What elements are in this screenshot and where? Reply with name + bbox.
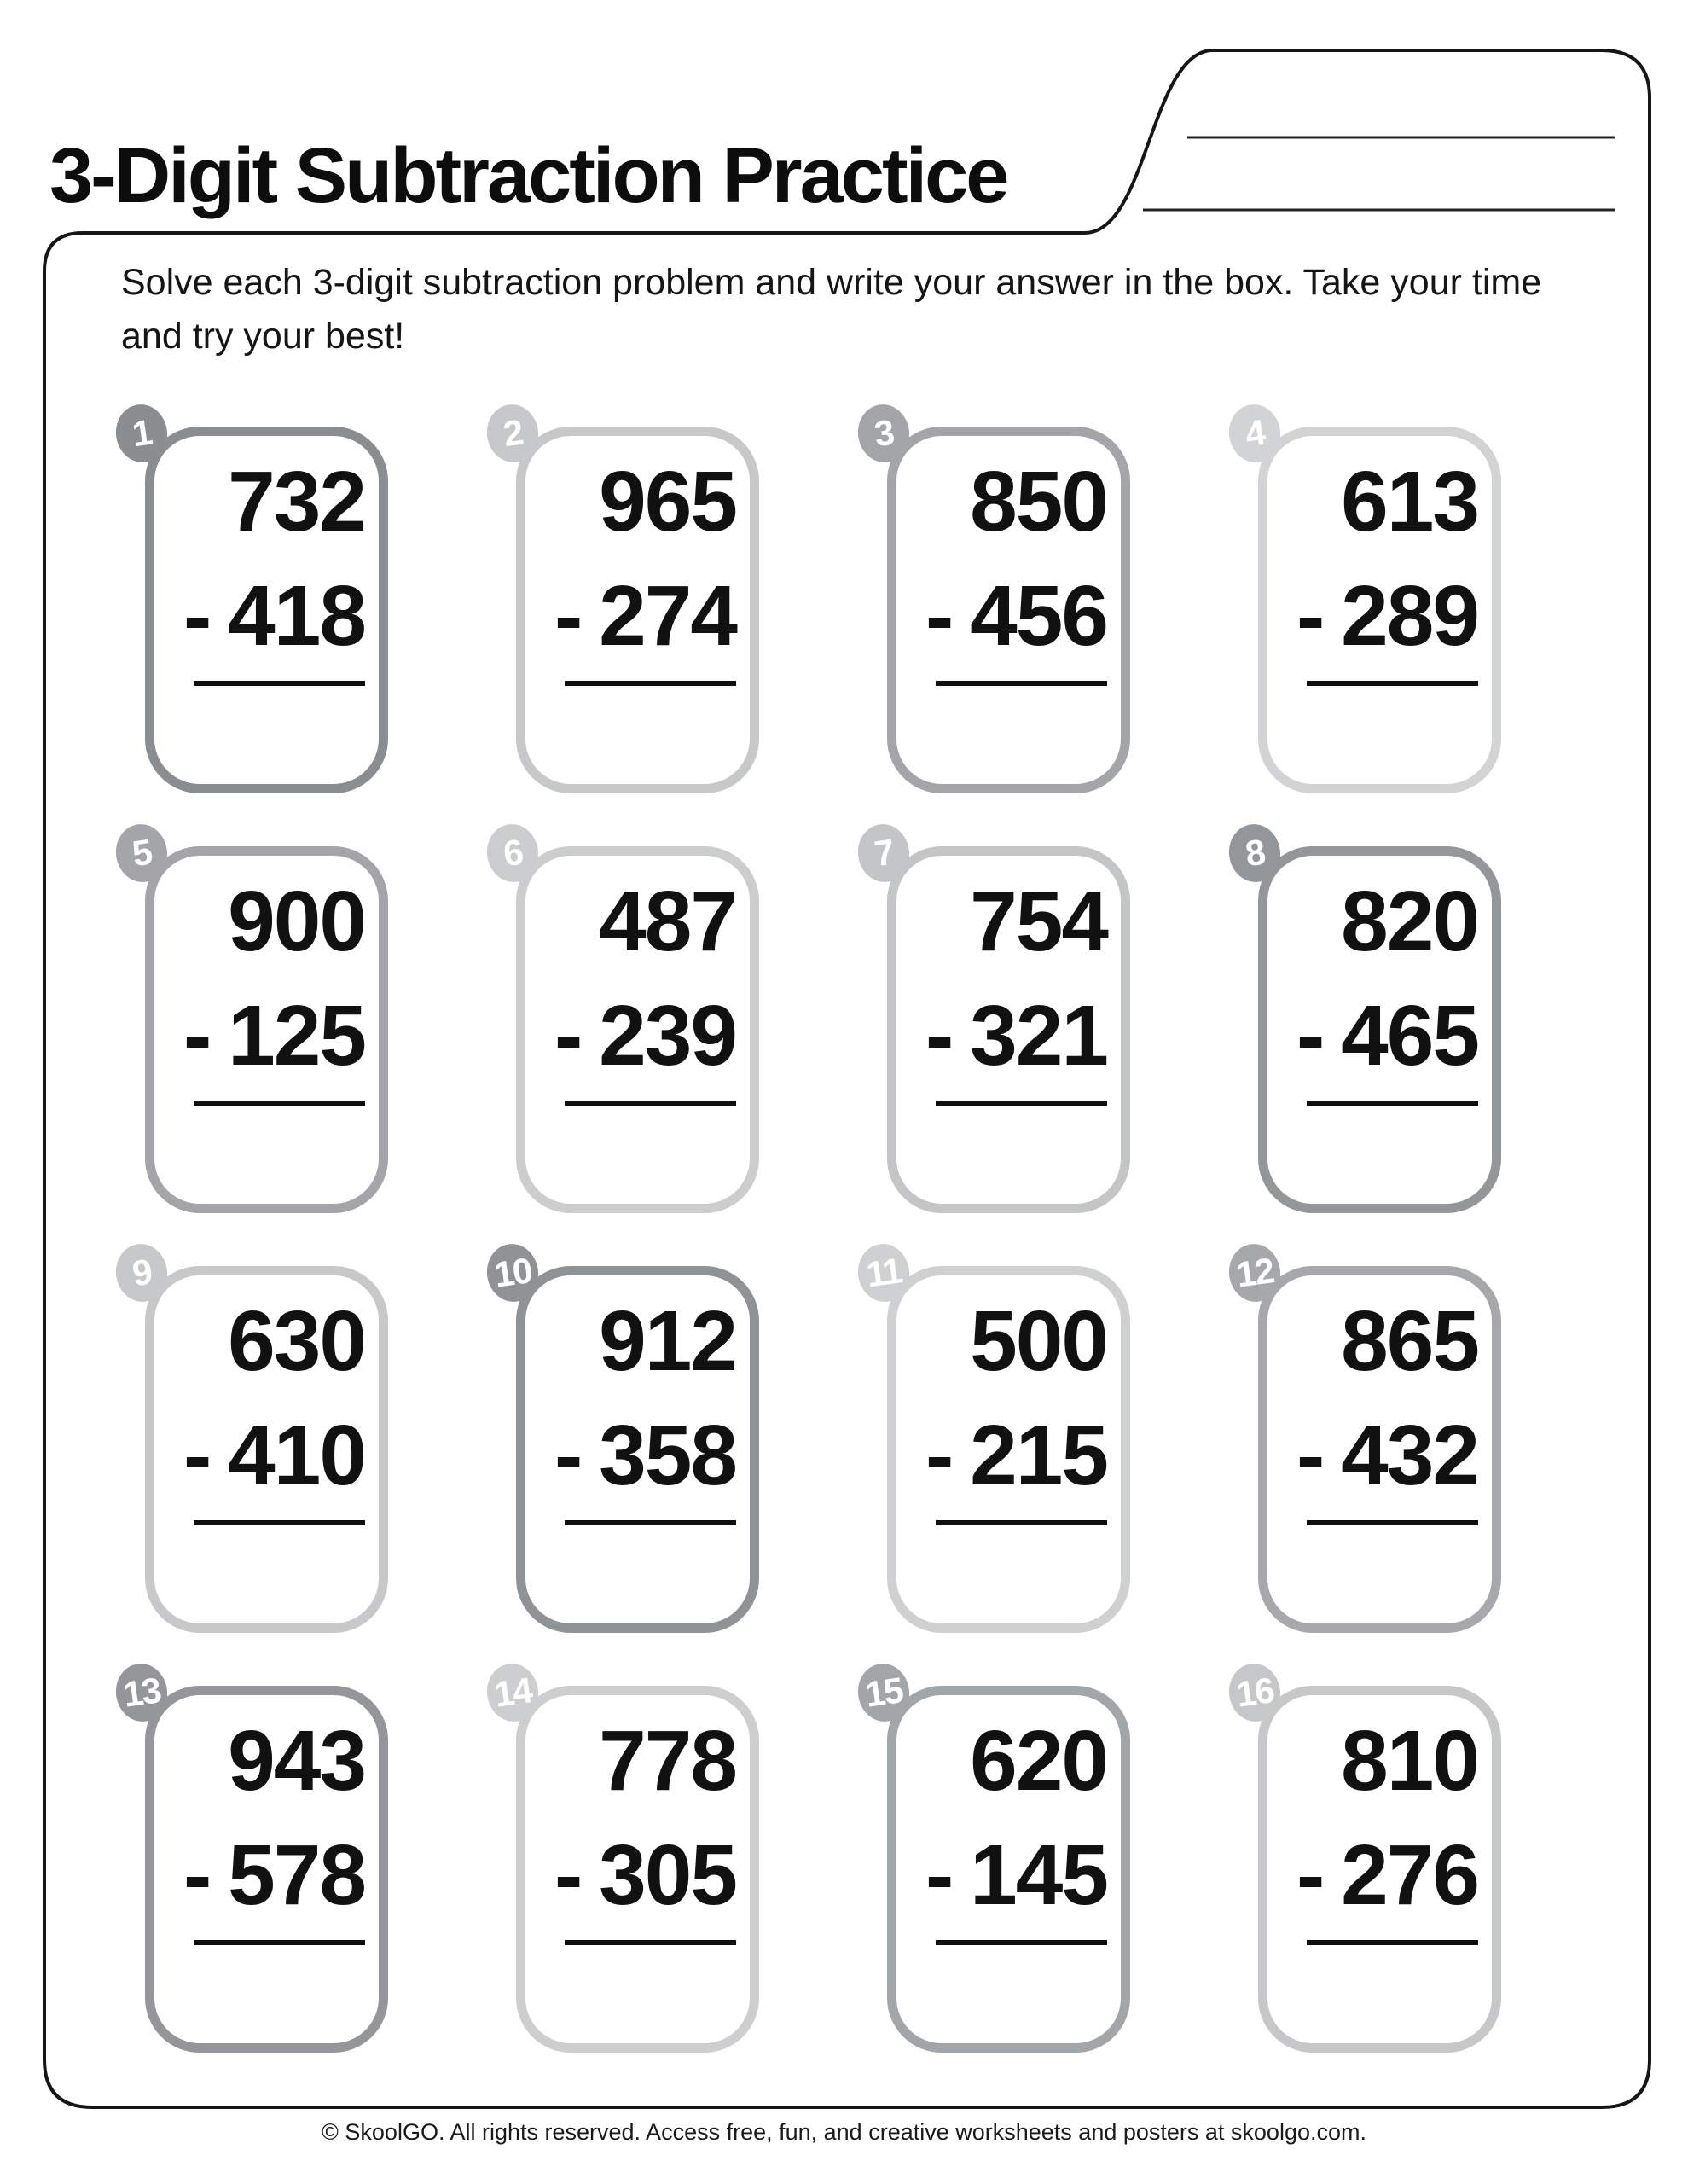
subtrahend-row [183, 1398, 365, 1513]
problem-number-badge: 6 [484, 821, 542, 886]
subtrahend: 125 [228, 988, 365, 1083]
subtrahend: 321 [970, 988, 1107, 1083]
problem-box [145, 846, 388, 1213]
problem-box [1258, 427, 1501, 793]
subtrahend-row [925, 559, 1107, 673]
problem-cell [1243, 411, 1501, 793]
minus-operator: - [554, 1827, 582, 1923]
subtrahend-row [1296, 1398, 1478, 1513]
subtrahend-row [554, 1398, 736, 1513]
problem-box [887, 846, 1130, 1213]
problem-box [145, 1686, 388, 2053]
minuend: 850 [970, 454, 1107, 549]
answer-space [925, 1945, 1107, 2022]
problem-box [887, 1266, 1130, 1633]
minuend: 943 [228, 1713, 365, 1809]
problem-number-badge: 5 [113, 821, 171, 886]
subtrahend: 276 [1341, 1827, 1478, 1923]
minus-operator: - [183, 1827, 211, 1923]
problem-number-badge: 15 [855, 1660, 914, 1725]
minuend: 620 [970, 1713, 1107, 1809]
minuend: 912 [599, 1293, 736, 1389]
problem-cell [1233, 1250, 1501, 1633]
answer-space [1296, 1525, 1478, 1602]
minuend: 965 [599, 454, 736, 549]
subtrahend-row [925, 1818, 1107, 1932]
minus-operator: - [183, 568, 211, 664]
problem-box [516, 1266, 759, 1633]
problem-box [516, 427, 759, 793]
minuend: 900 [228, 874, 365, 969]
answer-space [1296, 1945, 1478, 2022]
minuend: 810 [1341, 1713, 1478, 1809]
instructions-line-2: and try your best! [121, 316, 405, 357]
problem-number-badge: 3 [855, 401, 914, 466]
minuend: 732 [228, 454, 365, 549]
problem-cell [130, 831, 388, 1213]
problem-box [145, 1266, 388, 1633]
problem-cell [130, 1251, 388, 1633]
subtrahend: 239 [599, 988, 736, 1083]
subtrahend-row [925, 1398, 1107, 1513]
problem-cell [1233, 1670, 1501, 2053]
minuend: 865 [1341, 1293, 1478, 1389]
answer-space [183, 1106, 365, 1182]
answer-space [183, 1945, 365, 2022]
problems-grid [120, 411, 1501, 2053]
minuend: 487 [599, 874, 736, 969]
problem-cell [863, 1250, 1130, 1633]
minus-operator: - [1296, 1827, 1324, 1923]
footer-text: © SkoolGO. All rights reserved. Access free, fun, and creative worksheets and posters at skoolgo.com. [322, 2119, 1366, 2145]
answer-space [183, 686, 365, 763]
problem-number-badge: 10 [484, 1240, 542, 1305]
problem-number-badge: 7 [855, 821, 914, 886]
answer-space [925, 1525, 1107, 1602]
subtrahend-row [183, 979, 365, 1093]
minuend: 630 [228, 1293, 365, 1389]
minuend: 613 [1341, 454, 1478, 549]
answer-space [1296, 686, 1478, 763]
minus-operator: - [1296, 1408, 1324, 1503]
problem-cell [1243, 831, 1501, 1213]
minus-operator: - [554, 988, 582, 1083]
subtrahend-row [1296, 979, 1478, 1093]
subtrahend: 456 [970, 568, 1107, 664]
problem-cell [872, 831, 1130, 1213]
subtrahend-row [554, 979, 736, 1093]
subtrahend: 215 [970, 1408, 1107, 1503]
subtrahend: 145 [970, 1827, 1107, 1923]
problem-number-badge: 1 [113, 401, 171, 466]
subtrahend-row [554, 1818, 736, 1932]
answer-space [554, 1106, 736, 1182]
subtrahend-row [1296, 559, 1478, 673]
problem-cell [120, 1670, 388, 2053]
minuend: 820 [1341, 874, 1478, 969]
problem-number-badge: 16 [1226, 1660, 1285, 1725]
problem-box [1258, 1686, 1501, 2053]
answer-space [554, 1525, 736, 1602]
problem-number-badge: 12 [1226, 1240, 1285, 1305]
minuend: 778 [599, 1713, 736, 1809]
subtrahend: 432 [1341, 1408, 1478, 1503]
subtrahend: 465 [1341, 988, 1478, 1083]
problem-box [887, 427, 1130, 793]
problem-number-badge: 14 [484, 1660, 542, 1725]
minus-operator: - [554, 568, 582, 664]
subtrahend: 305 [599, 1827, 736, 1923]
problem-box [516, 1686, 759, 2053]
answer-space [554, 686, 736, 763]
subtrahend-row [183, 559, 365, 673]
answer-space [183, 1525, 365, 1602]
answer-space [925, 686, 1107, 763]
minus-operator: - [1296, 988, 1324, 1083]
problem-cell [501, 831, 759, 1213]
problem-cell [491, 1670, 759, 2053]
minus-operator: - [925, 1408, 953, 1503]
problem-cell [862, 1670, 1130, 2053]
minus-operator: - [554, 1408, 582, 1503]
problem-box [1258, 1266, 1501, 1633]
answer-space [925, 1106, 1107, 1182]
minus-operator: - [183, 1408, 211, 1503]
problem-number-badge: 13 [113, 1660, 171, 1725]
subtrahend: 410 [228, 1408, 365, 1503]
problem-cell [501, 411, 759, 793]
minus-operator: - [925, 1827, 953, 1923]
problem-number-badge: 4 [1226, 401, 1285, 466]
minuend: 500 [970, 1293, 1107, 1389]
problem-box [516, 846, 759, 1213]
subtrahend: 358 [599, 1408, 736, 1503]
subtrahend: 289 [1341, 568, 1478, 664]
problem-number-badge: 2 [484, 401, 542, 466]
subtrahend-row [183, 1818, 365, 1932]
problem-number-badge: 11 [855, 1240, 914, 1305]
problem-box [1258, 846, 1501, 1213]
subtrahend-row [1296, 1818, 1478, 1932]
page-title: 3-Digit Subtraction Practice [49, 131, 1007, 219]
instructions-line-1: Solve each 3-digit subtraction problem and write your answer in the box. Take your time [121, 262, 1542, 303]
minus-operator: - [925, 988, 953, 1083]
instructions [121, 256, 1541, 363]
problem-box [145, 427, 388, 793]
problem-box [887, 1686, 1130, 2053]
answer-space [554, 1945, 736, 2022]
subtrahend-row [554, 559, 736, 673]
problem-cell [491, 1250, 759, 1633]
minus-operator: - [925, 568, 953, 664]
problem-number-badge: 9 [113, 1240, 171, 1305]
minus-operator: - [183, 988, 211, 1083]
minus-operator: - [1296, 568, 1324, 664]
minuend: 754 [970, 874, 1107, 969]
answer-space [1296, 1106, 1478, 1182]
problem-number-badge: 8 [1226, 821, 1285, 886]
subtrahend: 578 [228, 1827, 365, 1923]
subtrahend: 274 [599, 568, 736, 664]
problem-cell [130, 411, 388, 793]
problem-cell [872, 411, 1130, 793]
subtrahend: 418 [228, 568, 365, 664]
subtrahend-row [925, 979, 1107, 1093]
